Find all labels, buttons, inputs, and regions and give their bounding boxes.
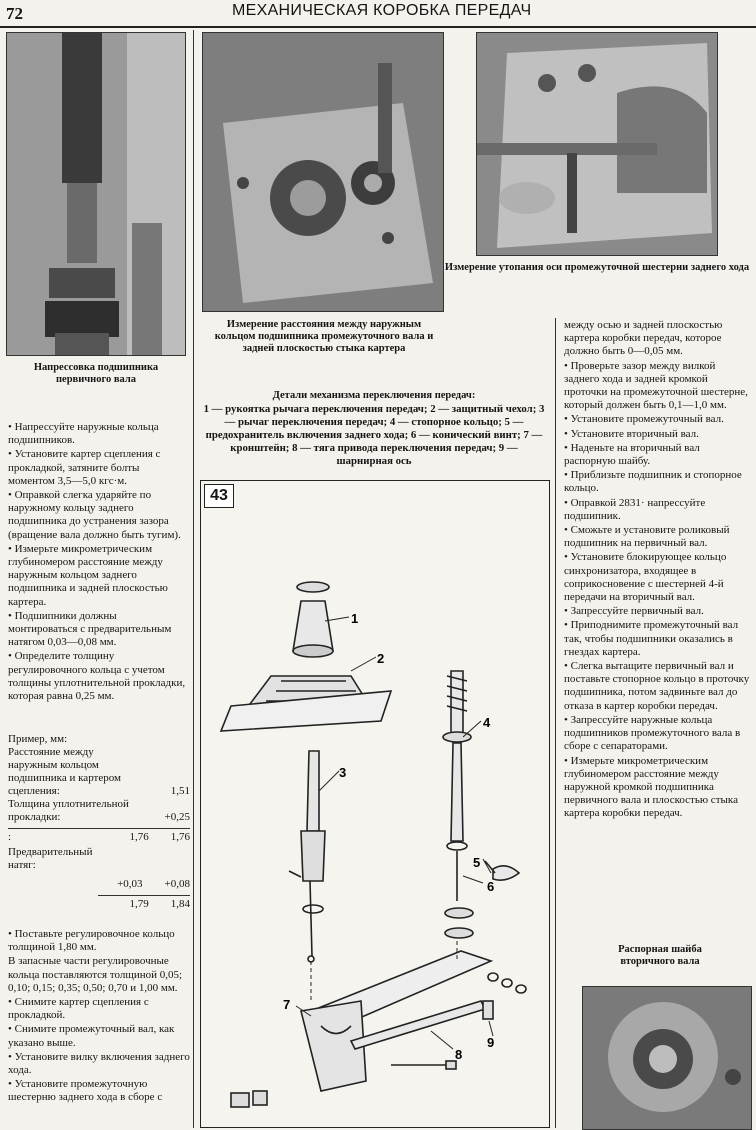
- right-item: • Оправкой 2831· напрессуйте подшипник.: [564, 496, 706, 522]
- example-preload-b: +0,08: [164, 878, 190, 890]
- page-number: 72: [6, 4, 23, 23]
- right-item: • Приблизьте подшипник и стопорное кольцо.: [564, 469, 742, 495]
- header-rule: [0, 26, 756, 28]
- callout-1: 1: [351, 611, 359, 626]
- example-sum-b: 1,76: [170, 831, 190, 843]
- callout-5: 5: [473, 855, 481, 870]
- right-item: • Слегка вытащите первичный вал и поставьте стопорное кольцо в проточку подшипника, потом задвиньте вал до отказа в картер коробки передач.: [564, 660, 750, 712]
- left-item: • Измерьте микрометрическим глубиномером расстояние между наружным кольцом заднего подшипника и задней плоскостью картера.: [8, 542, 168, 608]
- left-item: • Напрессуйте наружные кольца подшипников.: [8, 421, 159, 447]
- example-preload-label: Предварительный натяг:: [8, 846, 93, 871]
- example-row1-value: 1,51: [170, 785, 190, 797]
- caption-distance: Измерение расстояния между наружным кольцом подшипника промежуточного вала и задней плоскостью стыка картера: [214, 319, 434, 354]
- right-item: • Проверьте зазор между вилкой заднего хода и задней кромкой проточки на промежуточной шестерне, который должен быть 0,1—1,0 мм.: [564, 359, 748, 412]
- left-item: • Определите толщину регулировочного кольца с учетом толщины уплотнительной прокладки, которая равна 0,25 мм.: [8, 650, 186, 703]
- left-item: • Установите промежуточную шестерню заднего хода в сборе с: [8, 1078, 163, 1104]
- left-item: • Поставьте регулировочное кольцо толщиной 1,80 мм.: [8, 928, 175, 954]
- figure-number: 43: [204, 484, 234, 508]
- diagram-legend: 1 — рукоятка рычага переключения передач; 2 — защитный чехол; 3 — рычаг переключения передач; 4 — стопорное кольцо; 5 — предохранитель включения заднего хода; 6 — конический винт; 7 — кронштейн; 8 — тяга привода переключения передач; 9 — шарнирная ось: [203, 403, 545, 467]
- callout-2: 2: [377, 651, 385, 666]
- right-item: • Наденьте на вторичный вал распорную шайбу.: [564, 441, 700, 468]
- example-total-a: 1,79: [129, 898, 149, 910]
- callout-6: 6: [487, 879, 495, 894]
- left-item: • Установите вилку включения заднего хода.: [8, 1050, 190, 1077]
- example-row1-label: Расстояние между наружным кольцом подшипника и картером сцепления:: [8, 746, 121, 797]
- example-total-b: 1,84: [170, 898, 190, 910]
- right-item: • Запрессуйте наружные кольца подшипников промежуточного вала в сборе с сепараторами.: [564, 713, 741, 753]
- example-preload-a: +0,03: [117, 878, 143, 890]
- shift-mechanism-diagram: [201, 481, 549, 1127]
- page-title: МЕХАНИЧЕСКАЯ КОРОБКА ПЕРЕДАЧ: [232, 2, 532, 19]
- right-item: • Установите вторичный вал.: [564, 427, 699, 440]
- left-item: В запасные части регулировочные кольца поставляются толщиной 0,05; 0,10; 0,15; 0,35; 0,50; 0,70 и 1,00 мм.: [8, 955, 183, 994]
- callout-4: 4: [483, 715, 491, 730]
- photo-sag: [476, 32, 718, 256]
- left-column: [8, 421, 188, 704]
- caption-sag: Измерение утопания оси промежуточной шестерни заднего хода: [444, 262, 750, 273]
- left-column-continued: [8, 928, 190, 1106]
- photo-distance: [202, 32, 444, 312]
- example-row2-value: +0,25: [164, 811, 190, 823]
- right-item: • Установите блокирующее кольцо синхронизатора, входящее в соприкосновение с шестерней 4-й передачи на вторичный вал.: [564, 551, 727, 604]
- right-item: • Сможьте и установите роликовый подшипник на первичный вал.: [564, 524, 730, 550]
- left-item: • Подшипники должны монтироваться с предварительным натягом 0,03—0,08 мм.: [8, 609, 172, 649]
- caption-press: Напрессовка подшипника первичного вала: [33, 362, 159, 385]
- right-item: между осью и задней плоскостью картера коробки передач, которое должно быть 0—0,05 мм.: [564, 319, 723, 358]
- photo-washer: [582, 986, 752, 1130]
- left-item: • Снимите промежуточный вал, как указано выше.: [8, 1023, 175, 1049]
- callout-9: 9: [487, 1035, 495, 1050]
- right-item: • Приподнимите промежуточный вал так, чтобы подшипники оказались в гнездах картера.: [564, 619, 739, 658]
- caption-washer: Распорная шайба вторичного вала: [618, 944, 702, 967]
- column-divider-right: [555, 318, 556, 1128]
- right-item: • Запрессуйте первичный вал.: [564, 605, 704, 618]
- right-item: • Измерьте микрометрическим глубиномером расстояние между наружной кромкой подшипника первичного вала и плоскостью стыка картера коробки передач.: [564, 754, 738, 820]
- callout-7: 7: [283, 997, 291, 1012]
- example-heading: Пример, мм:: [8, 733, 68, 745]
- right-item: • Установите промежуточный вал.: [564, 413, 724, 426]
- example-sum-a: 1,76: [129, 831, 149, 843]
- column-divider-left: [193, 30, 194, 1128]
- photo-press-bearing: [6, 32, 186, 356]
- left-item: • Оправкой слегка ударяйте по наружному кольцу заднего подшипника до устранения зазора (вращение вала должно быть тугим).: [8, 489, 181, 541]
- callout-8: 8: [455, 1047, 463, 1062]
- example-row2-label: Толщина уплотнительной прокладки:: [8, 798, 129, 823]
- figure-43: [200, 480, 550, 1128]
- diagram-title: Детали механизма переключения передач:: [272, 390, 476, 401]
- example-block: [8, 733, 190, 911]
- left-item: • Установите картер сцепления с прокладкой, затяните болты моментом 3,5—5,0 кгс·м.: [8, 448, 161, 487]
- callout-3: 3: [339, 765, 347, 780]
- example-sum-prefix: :: [8, 831, 12, 843]
- right-column: [564, 319, 752, 822]
- left-item: • Снимите картер сцепления с прокладкой.: [8, 996, 149, 1022]
